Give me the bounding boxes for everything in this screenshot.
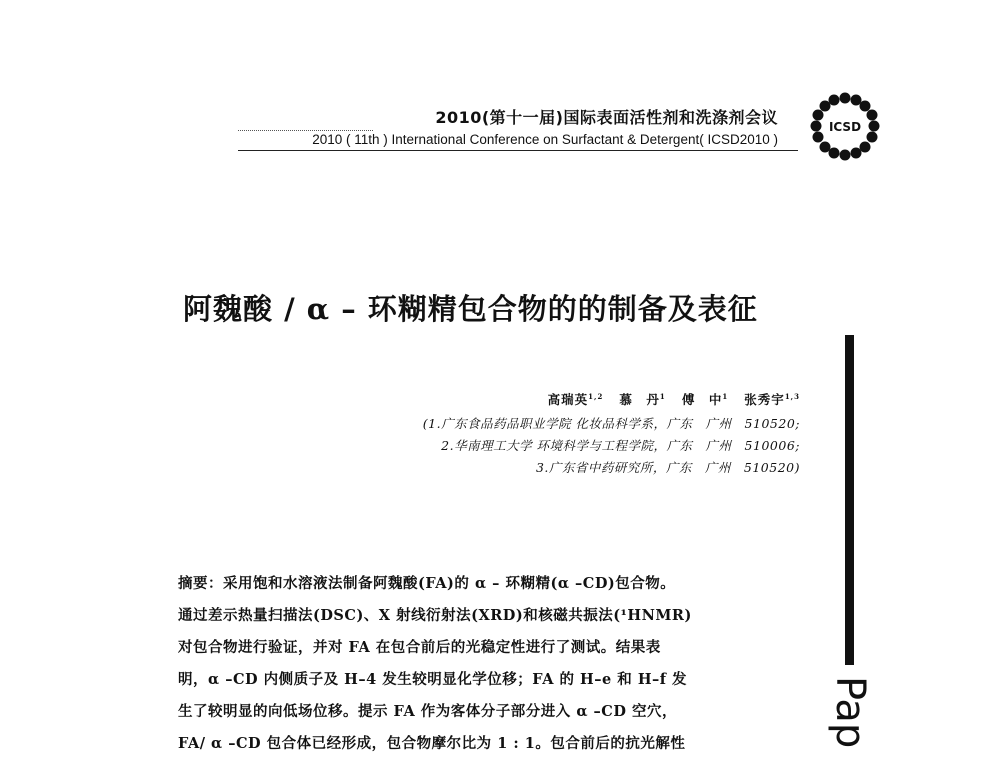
icsd-logo xyxy=(810,92,880,162)
header-dotted-line xyxy=(238,130,373,131)
abstract-line: 对包合物进行验证，并对 FA 在包合前后的光稳定性进行了测试。结果表 xyxy=(178,639,661,656)
abstract-line: 通过差示热量扫描法(DSC)、X 射线衍射法(XRD)和核磁共振法(¹HNMR) xyxy=(178,607,692,624)
author: 高瑞英$^{1,2}$ xyxy=(547,391,604,407)
abstract xyxy=(178,568,790,760)
author: 慕 丹$^1$ xyxy=(619,391,666,407)
affiliation-list xyxy=(423,413,800,479)
affiliation-line: (1.广东食品药品职业学院 化妆品科学系，广东 广州 510520; xyxy=(422,416,800,431)
affiliation-line: 3.广东省中药研究所，广东 广州 510520) xyxy=(535,460,800,475)
section-side-bar xyxy=(845,335,854,665)
section-side-label: Pap xyxy=(827,676,873,749)
abstract-line: 生了较明显的向低场位移。提示 FA 作为客体分子部分进入 α –CD 空穴， xyxy=(178,703,677,720)
header-rule xyxy=(238,150,798,151)
author-list xyxy=(548,390,800,408)
logo-text: ICSD xyxy=(828,120,862,134)
author: 张秀宇$^{1,3}$ xyxy=(744,391,800,407)
conference-title-en: 2010 ( 11th ) International Conference on Surfactant & Detergent( ICSD2010 ) xyxy=(312,132,778,147)
author: 傅 中$^1$ xyxy=(681,391,729,407)
abstract-line: FA/ α –CD 包合体已经形成，包合物摩尔比为 1 : 1。包合前后的抗光解性 xyxy=(178,735,686,752)
paper-title: 阿魏酸 / α – 环糊精包合物的的制备及表征 xyxy=(183,292,758,326)
affiliation-line: 2.华南理工大学 环境科学与工程学院，广东 广州 510006; xyxy=(441,438,800,453)
abstract-line: 明，α –CD 内侧质子及 H–4 发生较明显化学位移；FA 的 H–e 和 H–f 发 xyxy=(178,671,688,688)
abstract-label: 摘要： xyxy=(178,575,223,592)
conference-title-cn: 2010(第十一届)国际表面活性剂和洗涤剂会议 xyxy=(435,108,778,127)
abstract-line: 摘要：采用饱和水溶液法制备阿魏酸(FA)的 α – 环糊精(α –CD)包合物。 xyxy=(178,575,676,592)
